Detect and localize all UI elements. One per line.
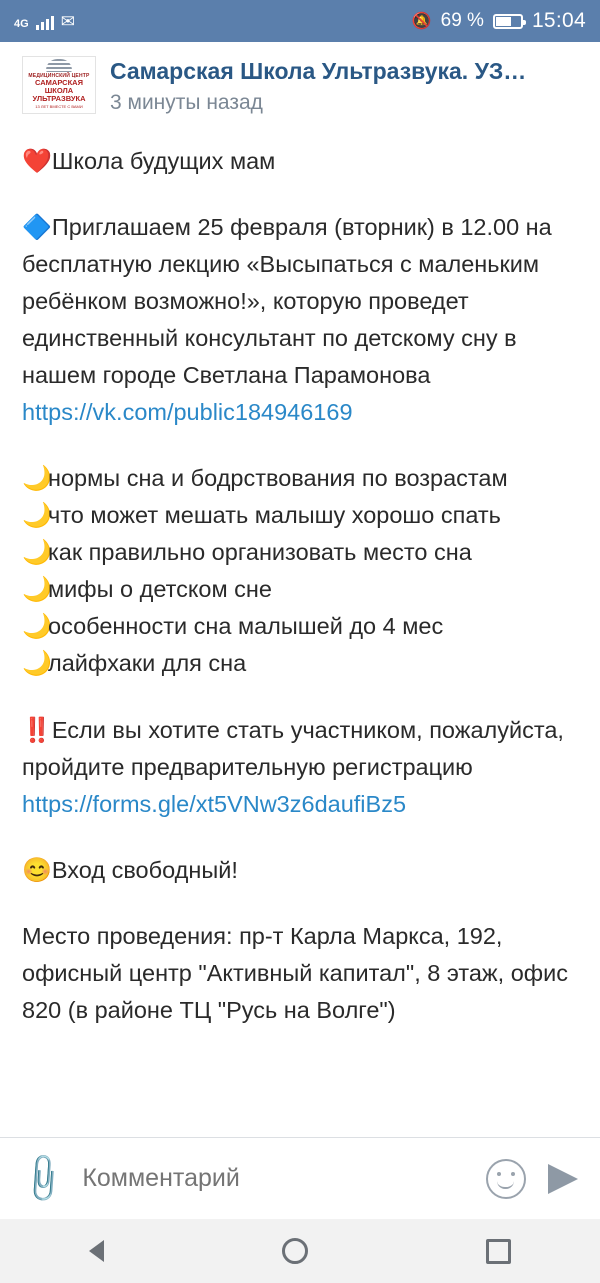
comment-bar (0, 1137, 600, 1219)
avatar-line-2: САМАРСКАЯ ШКОЛА УЛЬТРАЗВУКА (32, 78, 86, 103)
paperclip-icon[interactable]: 📎 (14, 1150, 72, 1207)
send-icon[interactable] (548, 1164, 578, 1194)
blue-diamond-icon: 🔷 (22, 214, 52, 241)
list-item (22, 608, 578, 645)
invitation-text: Приглашаем 25 февраля (вторник) в 12.00 на бесплатную лекцию «Высыпаться с маленьким ребёнком возможно!», которую проведет единственный консультант по детскому сну в нашем городе Светлана Парамонова (22, 214, 552, 388)
avatar-line-3: 13 ЛЕТ ВМЕСТЕ С ВАМИ (35, 104, 83, 109)
status-bar-left (14, 13, 75, 30)
list-item (22, 645, 578, 682)
registration-link-part-2[interactable]: /xt5VNw3z6daufiBz5 (189, 791, 407, 817)
list-item-label: нормы сна и бодрствования по возрастам (48, 465, 508, 491)
post-header[interactable] (0, 42, 600, 125)
post-header-texts (110, 56, 526, 115)
list-item (22, 460, 578, 497)
invitation-paragraph (22, 209, 578, 431)
crescent-moon-icon: 🌙 (22, 613, 52, 640)
vk-group-link[interactable]: https://vk.com/public184946169 (22, 399, 353, 425)
network-type-label (14, 19, 29, 30)
comment-input[interactable] (82, 1164, 468, 1193)
status-bar-right (412, 9, 586, 33)
list-item-label: лайфхаки для сна (48, 650, 247, 676)
post-title-text: Школа будущих мам (51, 148, 276, 174)
vibrate-icon: 🔕 (411, 13, 432, 30)
registration-text: Если вы хотите стать участником, пожалуйста, пройдите предварительную регистрацию (22, 717, 564, 780)
list-item (22, 497, 578, 534)
post-title-paragraph (22, 143, 578, 180)
crescent-moon-icon: 🌙 (22, 576, 52, 603)
back-button[interactable] (89, 1240, 104, 1262)
crescent-moon-icon: 🌙 (22, 650, 52, 677)
clock-label: 15:04 (531, 9, 586, 32)
post-timestamp: 3 минуты назад (110, 91, 263, 114)
topics-list (22, 460, 578, 682)
registration-link-part-1[interactable]: https://forms.gle (22, 791, 190, 817)
status-bar (0, 0, 600, 42)
crescent-moon-icon: 🌙 (22, 502, 52, 529)
network-type-text: 4G (14, 17, 29, 30)
list-item-label: как правильно организовать место сна (48, 539, 472, 565)
android-navigation-bar (0, 1219, 600, 1283)
free-entry-paragraph (22, 852, 578, 889)
list-item-label: особенности сна малышей до 4 мес (48, 613, 444, 639)
battery-percent-label: 69 % (440, 10, 484, 31)
post-body (0, 125, 600, 1137)
heart-icon: ❤️ (22, 148, 52, 175)
venue-text: Место проведения: пр-т Карла Маркса, 192, офисный центр "Активный капитал", 8 этаж, офис 820 (в районе ТЦ "Русь на Волге") (22, 923, 568, 1023)
list-item-label: мифы о детском сне (48, 576, 272, 602)
crescent-moon-icon: 🌙 (22, 539, 52, 566)
signal-strength-icon (36, 14, 54, 30)
group-name[interactable]: Самарская Школа Ультразвука. УЗ… (110, 58, 527, 84)
smiley-icon[interactable] (486, 1159, 526, 1199)
registration-paragraph (22, 712, 578, 823)
avatar-line-1: МЕДИЦИНСКИЙ ЦЕНТР (28, 73, 90, 79)
crescent-moon-icon: 🌙 (22, 465, 52, 492)
list-item-label: что может мешать малышу хорошо спать (48, 502, 501, 528)
double-exclamation-icon: ‼️ (22, 717, 52, 744)
battery-icon (493, 14, 523, 29)
avatar-logo-icon (46, 59, 72, 72)
list-item (22, 534, 578, 571)
avatar[interactable] (22, 56, 96, 114)
mail-icon: ✉ (60, 11, 75, 31)
venue-paragraph (22, 918, 578, 1029)
list-item (22, 571, 578, 608)
smiling-face-icon: 😊 (22, 857, 52, 884)
free-entry-text: Вход свободный! (51, 857, 238, 883)
recents-button[interactable] (486, 1239, 511, 1264)
home-button[interactable] (282, 1238, 308, 1264)
